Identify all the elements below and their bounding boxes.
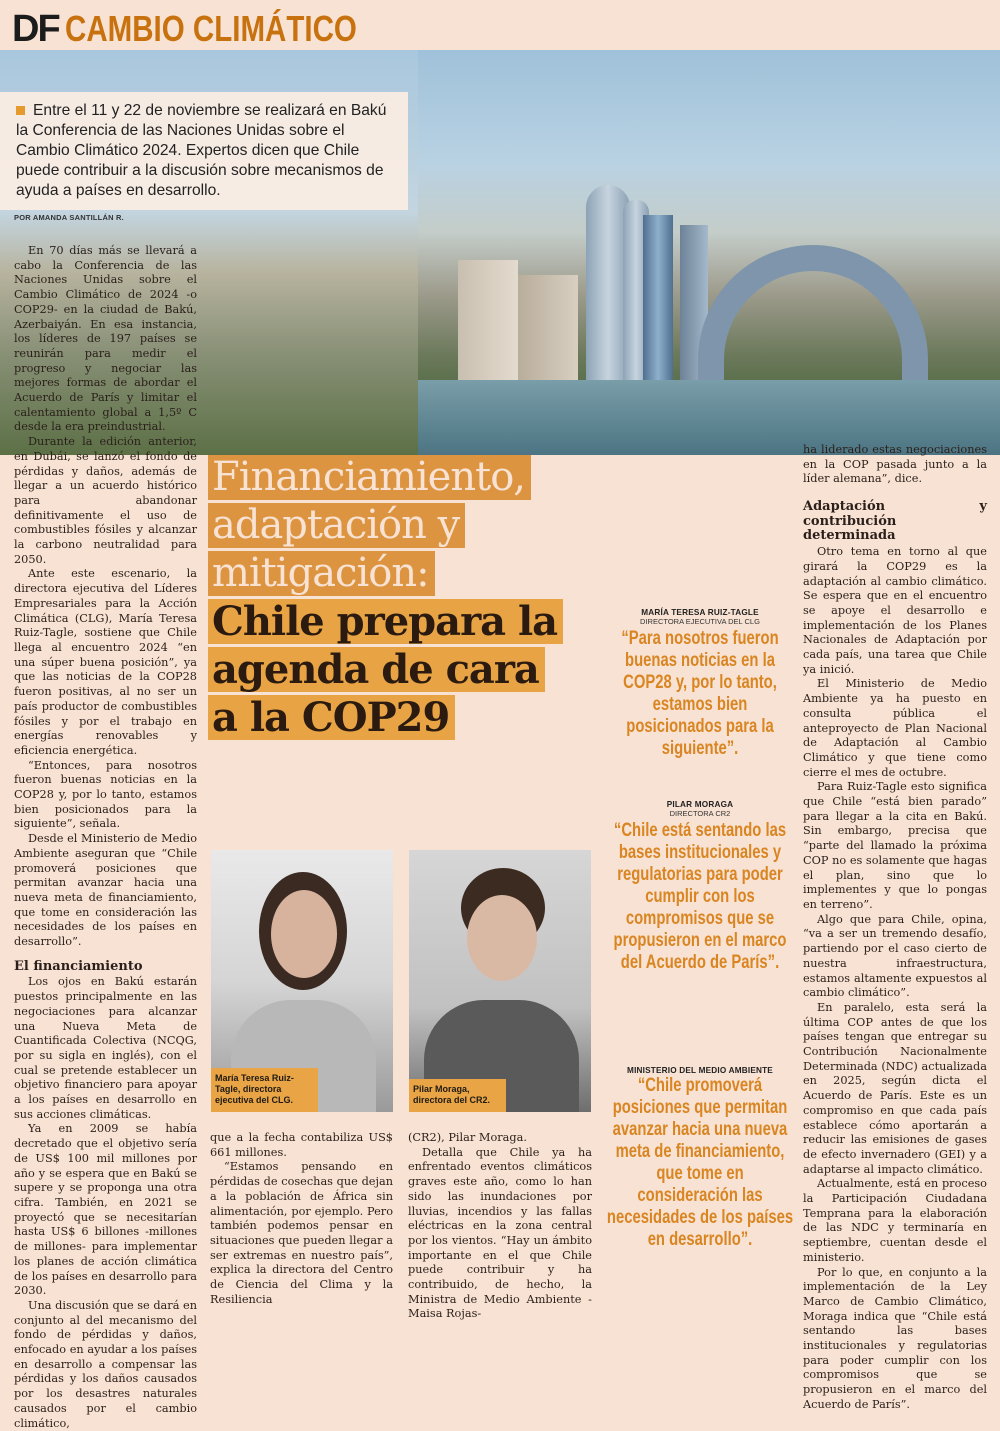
paragraph: que a la fecha contabiliza US$ 661 millones. [210,1131,393,1159]
headline [208,455,608,743]
paragraph: Otro tema en torno al que girará la COP29 es la adaptación al cambio climático. Se espera que en el encuentro se apoye el desarrollo e implementación de los Planes Nacionales de Adaptación por cada país, una tarea que Chile ya inició. [803,545,987,676]
headline-line: a la COP29 [208,695,455,740]
paragraph: En 70 días más se llevará a cabo la Conferencia de las Naciones Unidas sobre el Cambio Climático de 2024 -o COP29- en la ciudad de Bakú, Azerbaiyán. En esa instancia, los líderes de 197 países se reunirán para medir el progreso y negociar las mejores formas de abordar el Acuerdo de París y limitar el calentamiento global a 1,5º C desde la era preindustrial. [14,244,197,434]
quote-text: “Chile promoverá posiciones que permitan avanzar hacia una nueva meta de financiamiento, que tome en consideración las necesidades de los países en desarrollo”. [606,1075,794,1250]
photo-caption: Pilar Moraga, directora del CR2. [409,1079,506,1112]
paragraph: Por lo que, en conjunto a la implementación de la Ley Marco de Cambio Climático, Moraga indica que “Chile está sentando las bases institucionales y regulatorias para poder cumplir con los compromisos que se propusieron en el marco del Acuerdo de París”. [803,1265,987,1411]
column-3 [408,1131,592,1322]
quote-text: “Chile está sentando las bases institucionales y regulatorias para poder cumplir con los compromisos que se propusieron en el marco del Acuerdo de París”. [613,820,787,973]
section-title: CAMBIO CLIMÁTICO [64,8,357,49]
column-4-top [803,443,987,487]
paragraph: “Entonces, para nosotros fueron buenas noticias en la COP28 y, por lo tanto, estamos bien posicionados para la siguiente”, señala. [14,758,197,831]
quote-ruiz-tagle [605,608,795,760]
portrait-ruiz-tagle [211,850,393,1112]
paragraph: ha liderado estas negociaciones en la COP pasada junto a la líder alemana”, dice. [803,443,987,486]
portrait-moraga [409,850,591,1112]
quote-author: MARÍA TERESA RUIZ-TAGLE [641,608,759,617]
headline-line: agenda de cara [208,647,545,692]
column-1 [14,244,197,1431]
masthead [12,6,421,52]
paragraph: Actualmente, está en proceso la Participación Ciudadana Temprana para la elaboración de las NDC y terminaría en septiembre, cuentan desde el ministerio. [803,1177,987,1264]
paragraph: “Estamos pensando en pérdidas de cosechas que dejan a la población de África sin alimentación, por ejemplo. Pero también podemos pensar en situaciones que pueden llegar a ser extremas en nuestro país”, explica la directora del Centro de Ciencia del Clima y la Resiliencia [210,1160,393,1306]
column-4 [803,500,987,1413]
quote-moraga [605,800,795,974]
quote-author: MINISTERIO DEL MEDIO AMBIENTE [627,1066,773,1075]
quote-text: “Para nosotros fueron buenas noticias en la COP28 y, por lo tanto, estamos bien posicionados para la siguiente”. [621,628,779,759]
headline-line: Chile prepara la [208,599,563,644]
df-logo: DF [12,7,59,50]
subheading: Adaptación y contribución determinada [803,499,987,544]
bullet-icon [16,106,25,115]
paragraph: En paralelo, esta será la última COP antes de que los países tengan que entregar su Contribución Nacionalmente Determinada (NDC) actualizada en 2025, según dicta el Acuerdo de París. Este es un compromiso en que cada país establece cómo aportarán a reducir las emisiones de gases de efecto invernadero (GEI) y a adaptarse al impacto climático. [803,1000,987,1176]
subheading: El financiamiento [14,958,143,974]
column-2 [210,1131,393,1307]
quote-role: DIRECTORA EJECUTIVA DEL CLG [640,617,760,626]
paragraph: Una discusión que se dará en conjunto al del mecanismo del fondo de pérdidas y daños, enfocado en ayudar a los países en desarrollo a compensar las pérdidas y los daños causados por los desastres naturales causados por el cambio climático, [14,1298,197,1430]
hero-photo [418,50,1000,455]
paragraph: Para Ruiz-Tagle esto significa que Chile “está bien parado” para llegar a la cita en Bakú. Sin embargo, precisa que “parte del llamado la próxima COP no es solamente que hagas el plan, sino que lo implementes y que lo pongas en terreno”. [803,780,987,911]
headline-line: Financiamiento, [208,455,531,500]
paragraph: Durante la edición anterior, en Dubái, se lanzó el fondo de pérdidas y daños, además de llegar a un acuerdo histórico para abandonar definitivamente el uso de combustibles fósiles y alcanzar la carbono neutralidad para 2050. [14,435,197,566]
paragraph: Desde el Ministerio de Medio Ambiente aseguran que “Chile promoverá posiciones que permitan avanzar hacia una nueva meta de financiamiento, que tome en consideración las necesidades de los países en desarrollo”. [14,832,197,949]
paragraph: Algo que para Chile, opina, “va a ser un tremendo desafío, partiendo por el caso cierto de nuestra infraestructura, estamos altamente expuestos al cambio climático”. [803,912,987,1000]
byline: POR AMANDA SANTILLÁN R. [14,213,124,222]
paragraph: Los ojos en Bakú estarán puestos principalmente en las negociaciones para alcanzar una Nueva Meta de Cuantificada Colectiva (NCQG, por su sigla en inglés), con el cual se pretende establecer un objetivo financiero para apoyar a los países en desarrollo en sus acciones climáticas. [14,975,197,1121]
paragraph: (CR2), Pilar Moraga. [408,1131,527,1144]
photo-caption: María Teresa Ruiz-Tagle, directora ejecutiva del CLG. [211,1068,318,1112]
quote-ministerio [605,1066,795,1251]
quote-author: PILAR MORAGA [666,800,734,809]
intro-body: Entre el 11 y 22 de noviembre se realizará en Bakú la Conferencia de las Naciones Unidas sobre el Cambio Climático 2024. Expertos dicen que Chile puede contribuir a la discusión sobre mecanismos de ayuda a países en desarrollo. [16,102,387,199]
headline-line: mitigación: [208,551,435,596]
paragraph: El Ministerio de Medio Ambiente ya ha puesto en consulta pública el anteproyecto de Plan Nacional de Adaptación al Cambio Climático y que tiene como cierre el mes de octubre. [803,677,987,779]
quote-role: DIRECTORA CR2 [669,809,731,818]
paragraph: Ante este escenario, la directora ejecutiva del Líderes Empresariales para la Acción Climática (CLG), María Teresa Ruiz-Tagle, sostiene que Chile llega al encuentro 2024 “en una súper buena posición”, ya que las noticias de la COP28 fueron positivas, al no ser un país productor de combustibles fósiles y por el trabajo en energías renovables y eficiencia energética. [14,567,197,757]
intro-text [16,101,396,201]
paragraph: Detalla que Chile ya ha enfrentado eventos climáticos graves este año, como lo han sido las inundaciones por lluvias, incendios y las fallas eléctricas en la zona central por los vientos. “Hay un ámbito importante en el que Chile puede contribuir y ha contribuido, de hecho, la Ministra de Medio Ambiente -Maisa Rojas- [408,1145,592,1321]
headline-line: adaptación y [208,503,465,548]
paragraph: Ya en 2009 se había decretado que el objetivo sería de US$ 100 mil millones por año y se espera que en Bakú se supere y se proponga una otra cifra. También, en 2021 se proyectó que se necesitarían hasta US$ 6 billones -millones de millones- para implementar los planes de acción climática de los países en desarrollo para 2030. [14,1122,197,1298]
